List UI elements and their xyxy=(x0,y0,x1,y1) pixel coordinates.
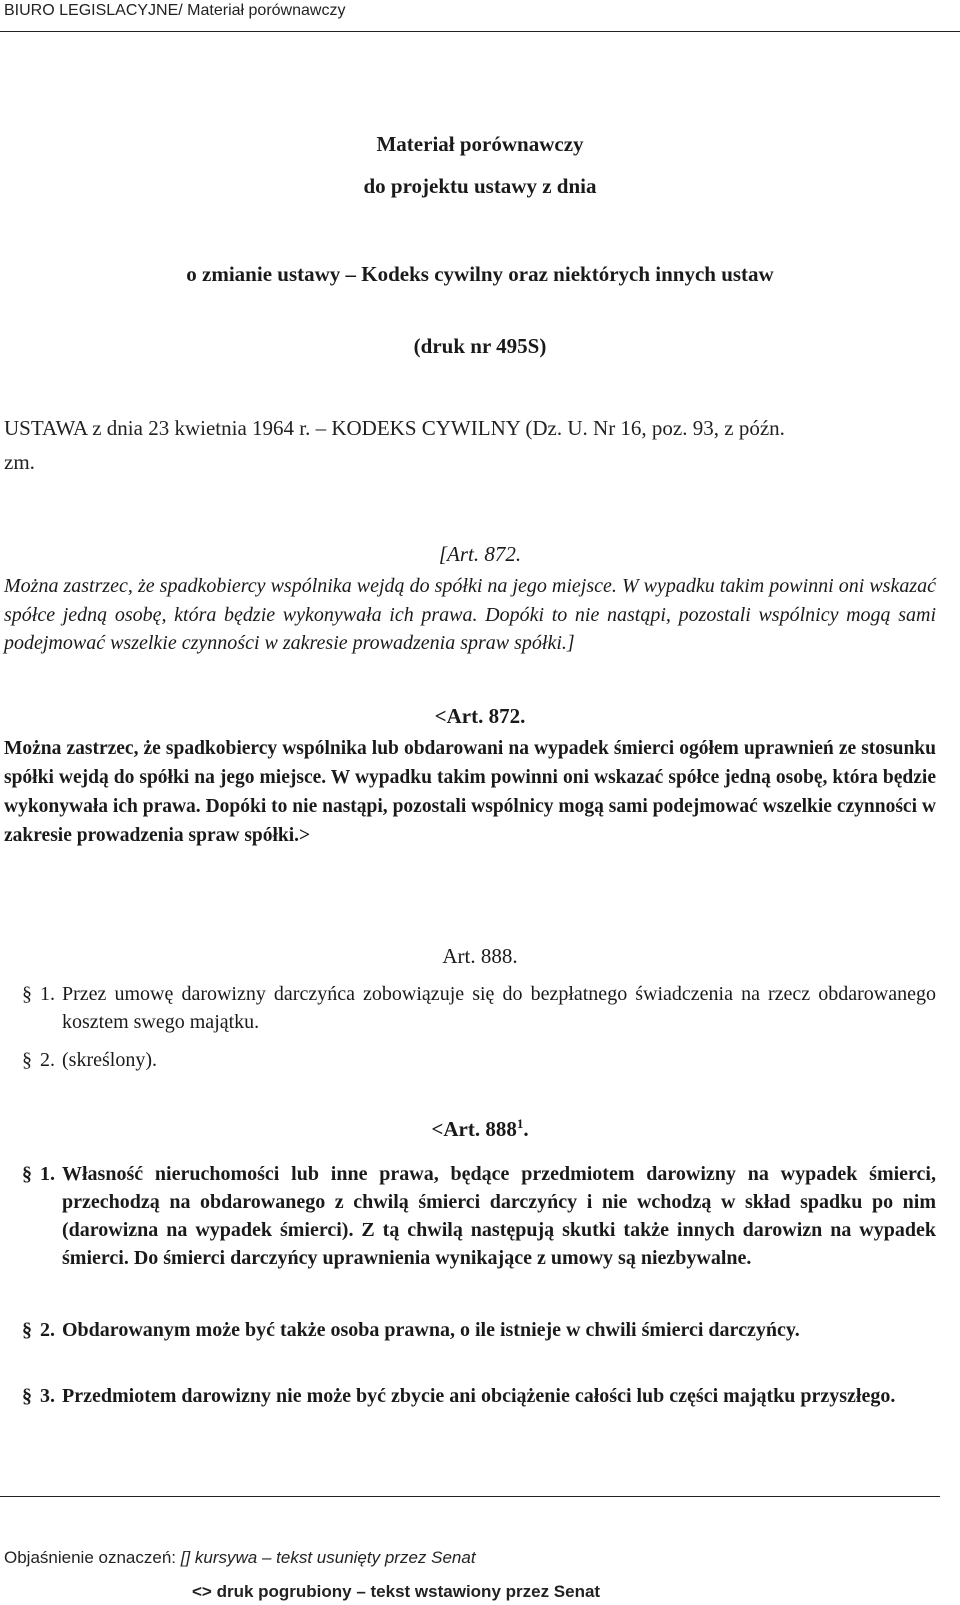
act-reference-line-1: USTAWA z dnia 23 kwietnia 1964 r. – KODEKS CYWILNY (Dz. U. Nr 16, poz. 93, z późn. xyxy=(4,416,785,440)
art-872-new-heading: <Art. 872. xyxy=(434,704,526,728)
art-888-section-2 xyxy=(4,1046,936,1074)
section-text: (skreślony). xyxy=(62,1049,157,1071)
art-888-section-1 xyxy=(4,980,936,1036)
document-title: Materiał porównawczy xyxy=(376,132,584,156)
legend-label: Objaśnienie oznaczeń: xyxy=(4,1548,177,1567)
art-888-1-section-3 xyxy=(4,1382,936,1410)
footer-divider xyxy=(0,1496,940,1497)
section-symbol: § xyxy=(22,1049,32,1071)
art-888-1-section-1 xyxy=(4,1160,936,1272)
act-reference-line-2: zm. xyxy=(4,450,35,474)
page-header xyxy=(0,0,960,32)
legend-line-1 xyxy=(4,1548,476,1568)
section-number: 3. xyxy=(40,1385,55,1407)
heading-suffix: . xyxy=(523,1117,529,1141)
heading-superscript: 1 xyxy=(516,1116,524,1131)
art-872-new-text: Można zastrzec, że spadkobiercy wspólnika lub obdarowani na wypadek śmierci ogółem uprawnień ze stosunku spółki wejdą do spółki na jego miejsce. W wypadku takim powinni oni wskazać spółce jedną osobę, która będzie wykonywała ich prawa. Dopóki to nie nastąpi, pozostali wspólnicy mogą sami podejmować wszelkie czynności w zakresie prowadzenia spraw spółki.> xyxy=(4,738,936,846)
legend-italic-explanation: [] kursywa – tekst usunięty przez Senat xyxy=(180,1548,476,1567)
art-872-old-heading: [Art. 872. xyxy=(438,542,522,566)
section-symbol: § xyxy=(22,983,32,1005)
section-number: 2. xyxy=(40,1319,55,1341)
art-888-1-section-2 xyxy=(4,1316,936,1344)
section-number: 1. xyxy=(40,983,55,1005)
section-text: Przedmiotem darowizny nie może być zbycie ani obciążenie całości lub części majątku przyszłego. xyxy=(62,1385,896,1407)
section-symbol: § xyxy=(22,1319,32,1341)
section-text: Obdarowanym może być także osoba prawna, o ile istnieje w chwili śmierci darczyńcy. xyxy=(62,1319,800,1341)
heading-prefix: <Art. 888 xyxy=(431,1117,517,1141)
bill-name: o zmianie ustawy – Kodeks cywilny oraz niektórych innych ustaw xyxy=(186,262,774,286)
section-text: Własność nieruchomości lub inne prawa, będące przedmiotem darowizny na wypadek śmierci, przechodzą na obdarowanego z chwilą śmierci darczyńcy i nie wchodzą w skład spadku po nim (darowizna na wypadek śmierci). Z tą chwilą następują skutki także innych darowizn na wypadek śmierci. Do śmierci darczyńcy uprawnienia wynikające z umowy są niezbywalne. xyxy=(62,1163,936,1269)
header-text: BIURO LEGISLACYJNE/ Materiał porównawczy xyxy=(4,2,346,19)
art-872-old-text: Można zastrzec, że spadkobiercy wspólnika wejdą do spółki na jego miejsce. W wypadku takim powinni oni wskazać spółce jedną osobę, która będzie wykonywała ich prawa. Dopóki to nie nastąpi, pozostali wspólnicy mogą sami podejmować wszelkie czynności w zakresie prowadzenia spraw spółki.] xyxy=(4,575,936,654)
section-number: 1. xyxy=(40,1163,55,1185)
section-symbol: § xyxy=(22,1163,32,1185)
art-888-1-heading xyxy=(0,1116,960,1142)
art-888-heading: Art. 888. xyxy=(442,944,518,968)
section-symbol: § xyxy=(22,1385,32,1407)
section-text: Przez umowę darowizny darczyńca zobowiązuje się do bezpłatnego świadczenia na rzecz obdarowanego kosztem swego majątku. xyxy=(62,983,936,1033)
section-number: 2. xyxy=(40,1049,55,1071)
document-subtitle: do projektu ustawy z dnia xyxy=(363,174,597,198)
legend-bold-explanation: <> druk pogrubiony – tekst wstawiony przez Senat xyxy=(192,1582,601,1601)
print-number: (druk nr 495S) xyxy=(413,334,547,358)
